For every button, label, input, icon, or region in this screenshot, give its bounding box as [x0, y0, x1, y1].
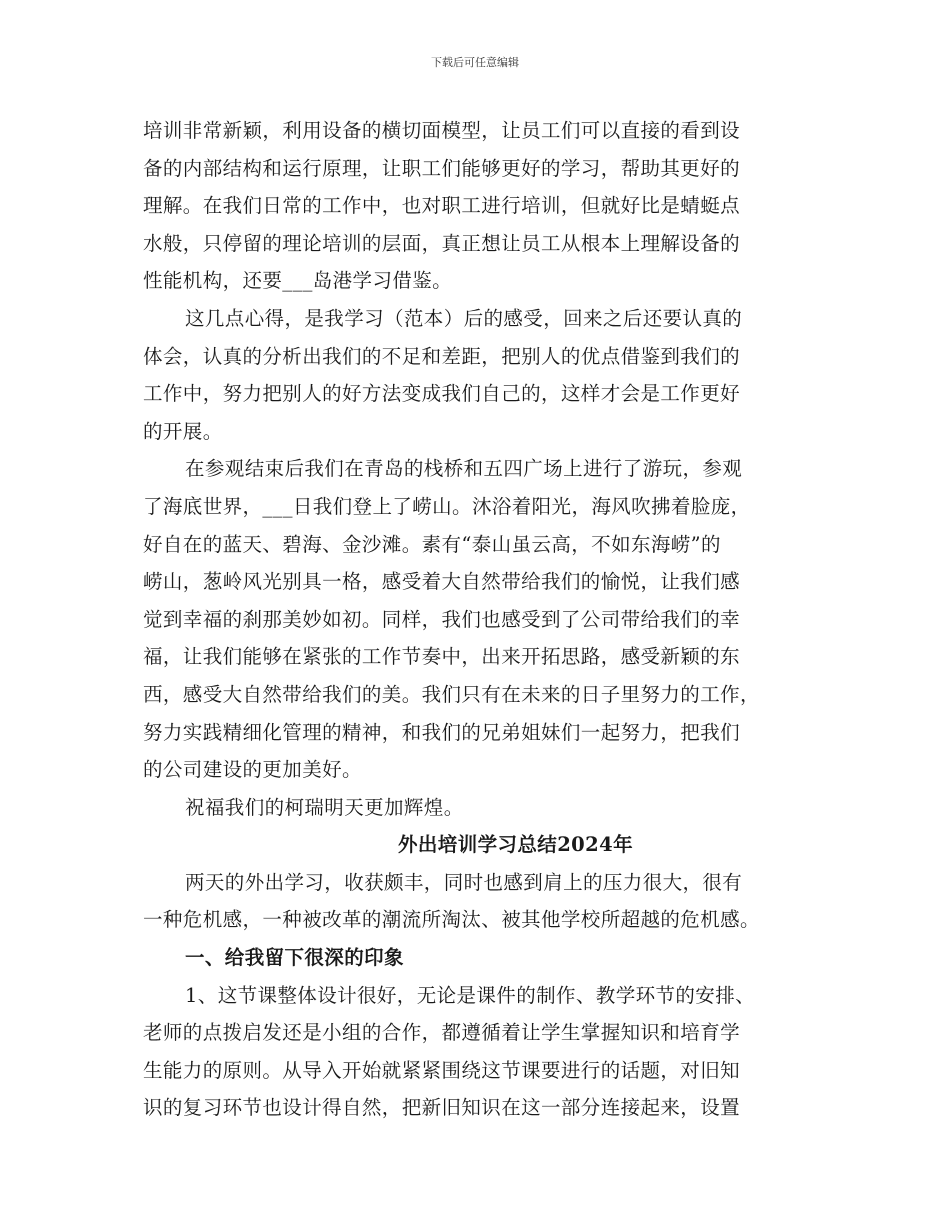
paragraph-line: 1、这节课整体设计很好，无论是课件的制作、教学环节的安排、	[185, 983, 756, 1007]
paragraph-line: 努力实践精细化管理的精神，和我们的兄弟姐妹们一起努力，把我们	[143, 720, 741, 744]
page-header: 下载后可任意编辑	[431, 56, 519, 69]
paragraph-line: 了海底世界，___日我们登上了崂山。沐浴着阳光，海风吹拂着脸庞，	[143, 494, 751, 518]
paragraph-line: 好自在的蓝天、碧海、金沙滩。素有“泰山虽云高，不如东海崂”的	[143, 532, 721, 556]
paragraph-line: 老师的点拨启发还是小组的合作，都遵循着让学生掌握知识和培育学	[143, 1021, 741, 1045]
paragraph-line: 的公司建设的更加美好。	[143, 758, 362, 782]
paragraph-line: 的开展。	[143, 419, 223, 443]
paragraph-line: 水般，只停留的理论培训的层面，真正想让员工从根本上理解设备的	[143, 231, 741, 255]
paragraph-line: 一种危机感，一种被改革的潮流所淘汰、被其他学校所超越的危机感。	[143, 908, 760, 932]
paragraph-line: 体会，认真的分析出我们的不足和差距，把别人的优点借鉴到我们的	[143, 344, 741, 368]
document-body	[143, 112, 828, 1127]
paragraph-line: 培训非常新颖，利用设备的横切面模型，让员工们可以直接的看到设	[143, 119, 741, 142]
paragraph-line: 理解。在我们日常的工作中，也对职工进行培训，但就好比是蜻蜓点	[143, 194, 741, 218]
paragraph-line: 性能机构，还要___岛港学习借鉴。	[143, 269, 453, 293]
paragraph-line: 福，让我们能够在紧张的工作节奏中，出来开拓思路，感受新颖的东	[143, 645, 741, 669]
paragraph-line: 两天的外出学习，收获颇丰，同时也感到肩上的压力很大，很有	[185, 870, 743, 894]
section-title: 外出培训学习总结2024年	[398, 833, 633, 857]
paragraph-line: 识的复习环节也设计得自然，把新旧知识在这一部分连接起来，设置	[143, 1096, 741, 1120]
paragraph-line: 西，感受大自然带给我们的美。我们只有在未来的日子里努力的工作，	[143, 682, 760, 706]
paragraph-line: 在参观结束后我们在青岛的栈桥和五四广场上进行了游玩，参观	[185, 457, 743, 481]
section-heading: 一、给我留下很深的印象	[185, 946, 404, 970]
paragraph-line: 这几点心得，是我学习（范本）后的感受，回来之后还要认真的	[185, 306, 743, 330]
paragraph-line: 备的内部结构和运行原理，让职工们能够更好的学习，帮助其更好的	[143, 156, 741, 180]
paragraph-line: 祝福我们的柯瑞明天更加辉煌。	[185, 795, 464, 819]
paragraph-line: 生能力的原则。从导入开始就紧紧围绕这节课要进行的话题，对旧知	[143, 1058, 741, 1082]
paragraph-line: 觉到幸福的刹那美妙如初。同样，我们也感受到了公司带给我们的幸	[143, 607, 741, 631]
paragraph-line: 工作中，努力把别人的好方法变成我们自己的，这样才会是工作更好	[143, 382, 741, 406]
paragraph-line: 崂山，葱岭风光别具一格，感受着大自然带给我们的愉悦，让我们感	[143, 570, 741, 594]
